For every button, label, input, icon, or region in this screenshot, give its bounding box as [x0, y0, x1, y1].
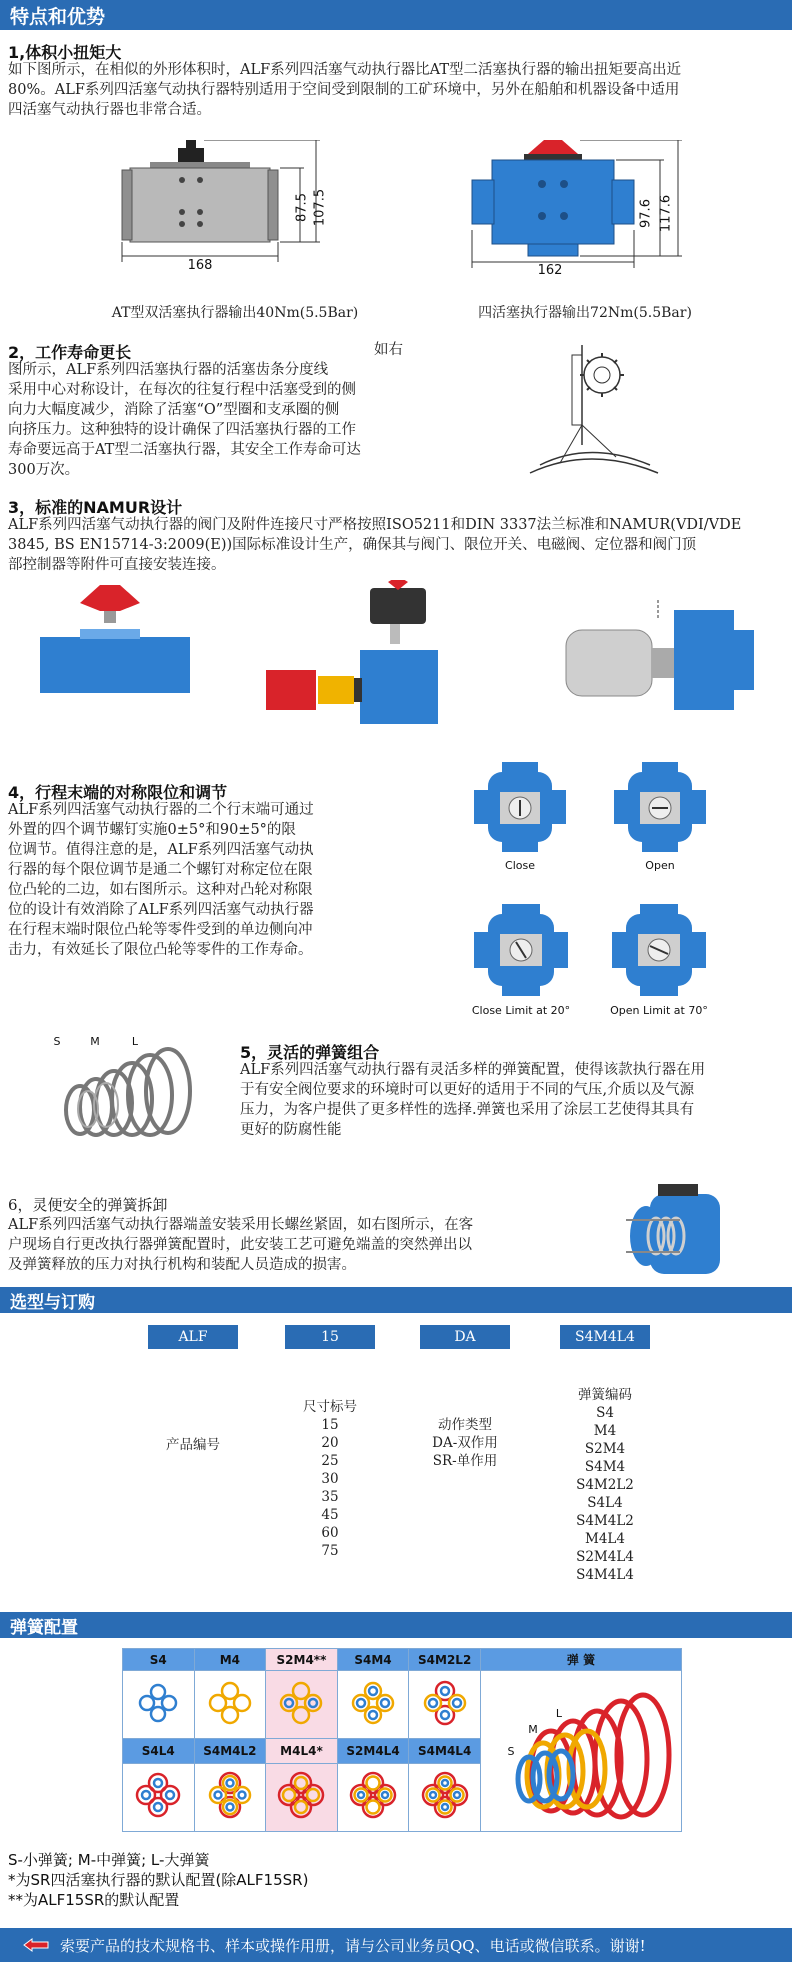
at-height-dimension-2: 107.5: [312, 188, 328, 227]
end-cap-removal-image: [620, 1180, 730, 1280]
cam-image-close-limit: [466, 900, 576, 1020]
feature6-title: 6，灵便安全的弹簧拆卸: [8, 1196, 168, 1214]
section-header-features: 特点和优势: [0, 0, 792, 30]
cam-open-icon: [610, 760, 710, 855]
cam-open-limit-icon: [604, 900, 714, 1000]
spring-header-M4L4: M4L4*: [266, 1739, 338, 1764]
ring-layout-icon: [348, 1678, 398, 1728]
spring-layout-S4M4L2: [194, 1763, 266, 1831]
feature2-text: 图所示，ALF系列四活塞执行器的活塞齿条分度线 采用中心对称设计，在每次的往复行程中活塞受到的侧 向力大幅度减少，消除了活塞“O”型圈和支承圈的侧 向挤压力。这种独特的设计确保了四活塞执行器的工作 寿命要远高于AT型二活塞执行器，其安全工作寿命可达 300万次。: [8, 362, 361, 478]
spring-layout-S4M4L4: [409, 1763, 481, 1831]
spring-header-S4M2L2: S4M2L2: [409, 1649, 481, 1671]
spring-illustration-l-label: L: [555, 1707, 563, 1720]
spring-layout-M4: [194, 1671, 266, 1739]
namur-accessories-image: [260, 580, 460, 730]
order-col-spring: 弹簧编码 S4 M4 S2M4 S4M4 S4M2L2 S4L4 S4M4L2 M4L4 S2M4L4 S4M4L4: [576, 1387, 634, 1583]
spring-layout-S4: [123, 1671, 195, 1739]
cam-image-close: [470, 760, 570, 870]
at-caption: AT型双活塞执行器输出40Nm(5.5Bar): [111, 305, 359, 321]
feature5-text: ALF系列四活塞气动执行器有灵活多样的弹簧配置，使得该款执行器在用 于有安全阀位要求的环境时可以更好的适用于不同的气压,介质以及气源 压力，为客户提供了更多样性的选择.弹簧也采用了涂层工艺使得其具有 更好的防腐性能: [240, 1062, 706, 1138]
feature2-text-start: 如右: [374, 342, 403, 358]
ring-layout-icon: [420, 1678, 470, 1728]
feature2-title: 2，工作寿命更长: [8, 343, 132, 362]
spring-l-label: L: [131, 1035, 139, 1048]
spring-header-S4M4L4: S4M4L4: [409, 1739, 481, 1764]
spring-illustration-cell: [480, 1671, 681, 1832]
feature1-title: 1,体积小扭矩大: [8, 43, 122, 62]
feature3-title: 3，标准的NAMUR设计: [8, 498, 183, 517]
alf-height-dimension-1: 97.6: [638, 199, 654, 228]
cam-close-limit-label: Close Limit at 20°: [471, 1004, 571, 1017]
spring-header-S4M4: S4M4: [337, 1649, 409, 1671]
at-height-dimension-1: 87.5: [294, 193, 310, 222]
ring-layout-icon: [205, 1770, 255, 1820]
spring-m-label: M: [90, 1035, 100, 1048]
footer-contact-bar: [0, 1928, 792, 1962]
cam-close-limit-icon: [466, 900, 576, 1000]
cam-image-open: [610, 760, 710, 870]
spring-header-S4M4L2: S4M4L2: [194, 1739, 266, 1764]
footer-contact-text: 索要产品的技术规格书、样本或操作用册，请与公司业务员QQ、电话或微信联系。谢谢!: [60, 1936, 646, 1955]
ring-layout-icon: [205, 1678, 255, 1728]
cam-open-label: Open: [645, 859, 675, 872]
namur-valve-mount-image: [560, 590, 760, 720]
at-actuator-drawing: [120, 140, 390, 300]
spring-header-spring: 弹 簧: [480, 1649, 681, 1671]
section-header-ordering: 选型与订购: [0, 1287, 792, 1313]
order-col-product: 产品编号: [166, 1437, 220, 1453]
spring-header-S2M4L4: S2M4L4: [337, 1739, 409, 1764]
spring-notes: S-小弹簧; M-中弹簧; L-大弹簧 *为SR四活塞执行器的默认配置(除ALF15SR) **为ALF15SR的默认配置: [8, 1851, 309, 1909]
spring-header-S2M4: S2M4**: [266, 1649, 338, 1671]
spring-layout-S2M4L4: [337, 1763, 409, 1831]
ring-layout-icon: [348, 1770, 398, 1820]
cam-image-open-limit: [604, 900, 714, 1020]
pointing-hand-icon: [22, 1936, 52, 1954]
section-header-springs: 弹簧配置: [0, 1612, 792, 1638]
order-col-action: 动作类型 DA-双作用 SR-单作用: [432, 1417, 498, 1469]
feature3-text: ALF系列四活塞气动执行器的阀门及附件连接尺寸严格按照ISO5211和DIN 3337法兰标准和NAMUR(VDI/VDE 3845, BS EN15714-3:2009(E))国际标准设计生产，确保其与阀门、限位开关、电磁阀、定位器和阀门顶 部控制器等附件可直接安装连接。: [8, 517, 742, 573]
rack-pinion-drawing: [520, 345, 660, 485]
order-code-box-action: DA: [420, 1325, 510, 1349]
alf-width-dimension: 162: [537, 263, 563, 278]
spring-layout-S4L4: [123, 1763, 195, 1831]
spring-illustration-s-label: S: [507, 1745, 515, 1758]
feature4-text: ALF系列四活塞气动执行器的二个行末端可通过 外置的四个调节螺钉实施0±5°和90±5°的限 位调节。值得注意的是，ALF系列四活塞气动执 行器的每个限位调节是通二个螺钉对称定位在限 位凸轮的二边，如右图所示。这种对凸轮对称限 位的设计有效消除了ALF系列四活塞气动执行器 在行程末端时限位凸轮等零件受到的单边侧向冲 击力，有效延长了限位凸轮等零件的工作寿命。: [8, 802, 314, 958]
spring-set-image: [40, 1035, 200, 1145]
cam-close-label: Close: [505, 859, 535, 872]
ring-layout-icon: [276, 1678, 326, 1728]
ring-layout-icon: [133, 1678, 183, 1728]
order-code-box-spring: S4M4L4: [560, 1325, 650, 1349]
feature5-title: 5，灵活的弹簧组合: [240, 1043, 380, 1062]
spring-layout-S2M4: [266, 1671, 338, 1739]
spring-s-label: S: [53, 1035, 61, 1048]
spring-header-S4L4: S4L4: [123, 1739, 195, 1764]
order-code-box-size: 15: [285, 1325, 375, 1349]
order-code-box-product: ALF: [148, 1325, 238, 1349]
spring-config-table: [122, 1648, 682, 1832]
namur-indicator-image: [30, 585, 190, 695]
feature1-text: 如下图所示，在相似的外形体积时，ALF系列四活塞气动执行器比AT型二活塞执行器的输出扭矩要高出近 80%。ALF系列四活塞气动执行器特别适用于空间受到限制的工矿环境中，另外在船舶和机器设备中适用 四活塞气动执行器也非常合适。: [8, 62, 682, 118]
order-col-size: 尺寸标号 15 20 25 30 35 45 60 75: [303, 1399, 357, 1559]
alf-actuator-drawing: [470, 140, 720, 300]
spring-layout-M4L4: [266, 1763, 338, 1831]
spring-header-S4: S4: [123, 1649, 195, 1671]
ring-layout-icon: [133, 1770, 183, 1820]
spring-header-M4: M4: [194, 1649, 266, 1671]
spring-illustration-m-label: M: [528, 1723, 538, 1736]
ring-layout-icon: [420, 1770, 470, 1820]
at-width-dimension: 168: [187, 258, 213, 273]
feature4-title: 4，行程末端的对称限位和调节: [8, 783, 228, 802]
ring-layout-icon: [276, 1770, 326, 1820]
feature6-text: ALF系列四活塞气动执行器端盖安装采用长螺丝紧固，如右图所示，在客 户现场自行更改执行器弹簧配置时，此安装工艺可避免端盖的突然弹出以 及弹簧释放的压力对执行机构和装配人员造成的损害。: [8, 1217, 474, 1273]
alf-caption: 四活塞执行器输出72Nm(5.5Bar): [478, 305, 692, 321]
spring-layout-S4M4: [337, 1671, 409, 1739]
cam-open-limit-label: Open Limit at 70°: [610, 1004, 708, 1017]
cam-close-icon: [470, 760, 570, 855]
alf-height-dimension-2: 117.6: [658, 194, 674, 233]
spring-layout-S4M2L2: [409, 1671, 481, 1739]
